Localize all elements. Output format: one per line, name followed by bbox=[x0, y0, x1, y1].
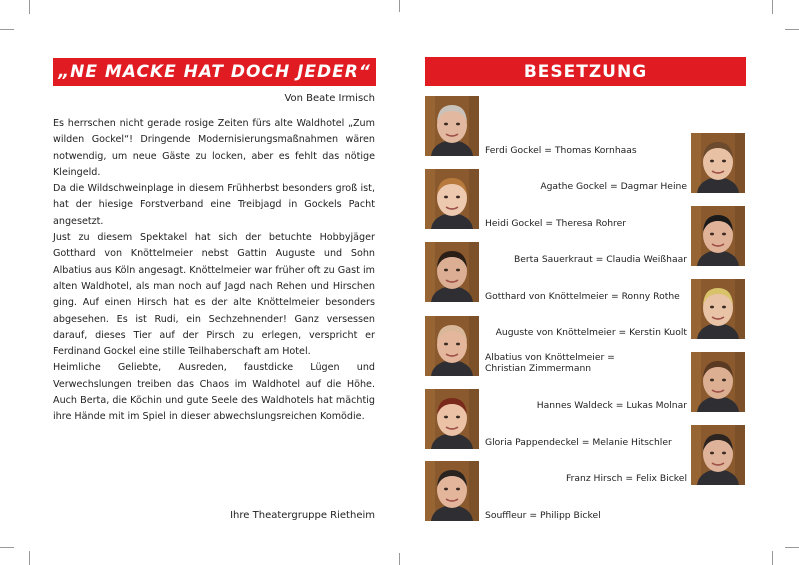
play-title-banner: „NE MACKE HAT DOCH JEDER“ bbox=[53, 58, 376, 86]
cast-role-label bbox=[566, 473, 687, 484]
story-paragraph: Da die Wildschweinplage in diesem Frühherbst besonders groß ist, hat der hiesige Forstverband eine Treibjagd in Gockels Pacht angesetzt. bbox=[53, 183, 375, 227]
crop-mark bbox=[785, 29, 799, 30]
cast-role-label bbox=[514, 254, 687, 265]
crop-mark bbox=[772, 551, 773, 565]
cast-role-label bbox=[485, 291, 680, 302]
cast-role-label bbox=[485, 437, 672, 448]
signature: Ihre Theatergruppe Rietheim bbox=[230, 510, 375, 521]
cast-role-line: Franz Hirsch = Felix Bickel bbox=[565, 473, 687, 484]
cast-role-label bbox=[540, 181, 687, 192]
cast-role-line: Auguste von Knöttelmeier = Kerstin Kuolt bbox=[495, 327, 687, 338]
cast-photo bbox=[425, 242, 479, 302]
fold-mark bbox=[399, 0, 400, 12]
cast-photo bbox=[691, 279, 745, 339]
cast-role-line: Ferdi Gockel = Thomas Kornhaas bbox=[485, 145, 637, 156]
author-line: Von Beate Irmisch bbox=[284, 93, 375, 104]
cast-role-line: Hannes Waldeck = Lukas Molnar bbox=[536, 400, 687, 411]
crop-mark bbox=[0, 547, 14, 548]
cast-role-label bbox=[485, 145, 637, 156]
cast-role-line: Berta Sauerkraut = Claudia Weißhaar bbox=[513, 254, 687, 265]
crop-mark bbox=[29, 0, 30, 14]
cast-photo bbox=[691, 352, 745, 412]
cast-role-label bbox=[485, 218, 626, 229]
crop-mark bbox=[29, 551, 30, 565]
cast-photo bbox=[425, 96, 479, 156]
cast-role-line: Gloria Pappendeckel = Melanie Hitschler bbox=[485, 437, 672, 448]
cast-role-label bbox=[496, 327, 687, 338]
cast-title-banner: BESETZUNG bbox=[425, 57, 746, 86]
story-text bbox=[53, 116, 375, 426]
cast-role-line: Christian Zimmermann bbox=[485, 363, 592, 374]
cast-role-line: Souffleur = Philipp Bickel bbox=[485, 510, 601, 521]
cast-role-label bbox=[485, 352, 615, 374]
cast-role-label bbox=[537, 400, 687, 411]
cast-role-line: Gotthard von Knöttelmeier = Ronny Rothe bbox=[485, 291, 680, 302]
crop-mark bbox=[785, 547, 799, 548]
crop-mark bbox=[772, 0, 773, 14]
cast-role-line: Heidi Gockel = Theresa Rohrer bbox=[485, 218, 627, 229]
cast-photo bbox=[691, 425, 745, 485]
cast-role-line: Agathe Gockel = Dagmar Heine bbox=[540, 181, 687, 192]
cast-photo bbox=[425, 461, 479, 521]
cast-photo bbox=[425, 316, 479, 376]
cast-photo bbox=[425, 389, 479, 449]
cast-photo bbox=[691, 206, 745, 266]
cast-photo bbox=[425, 169, 479, 229]
cast-photo bbox=[691, 133, 745, 193]
story-paragraph: Heimliche Geliebte, Ausreden, faustdicke Lügen und Verwechslungen treiben das Chaos im Waldhotel auf die Höhe. Auch Berta, die Köchin und gute Seele des Waldhotels hat mächtig ihre Hände mit im Spiel in dieser abwechslungsreichen Komödie. bbox=[53, 362, 375, 423]
story-paragraph: Just zu diesem Spektakel hat sich der betuchte Hobbyjäger Gotthard von Knöttelmeier nebst Gattin Auguste und Sohn Albatius aus Köln angesagt. Knöttelmeier war früher oft zu Gast im alten Waldhotel, als man noch auf Jagd nach Rehen und Hirschen ging. Auf einen Hirsch hat es der alte Knöttelmeier besonders abgesehen. Es ist Rudi, ein Sechzehnender! Ganz versessen darauf, dieses Tier auf der Pirsch zu erlegen, verspricht er Ferdinand Gockel eine stille Teilhaberschaft am Hotel. bbox=[53, 232, 375, 358]
story-paragraph: Es herrschen nicht gerade rosige Zeiten fürs alte Waldhotel „Zum wilden Gockel“! Dringende Modernisierungsmaßnahmen wären notwendig, um neue Gäste zu locken, aber es fehlt das nötige Kleingeld. bbox=[53, 118, 375, 178]
cast-role-line: Albatius von Knöttelmeier = bbox=[485, 352, 615, 363]
crop-mark bbox=[0, 29, 14, 30]
fold-mark bbox=[399, 553, 400, 565]
cast-role-label bbox=[485, 510, 601, 521]
